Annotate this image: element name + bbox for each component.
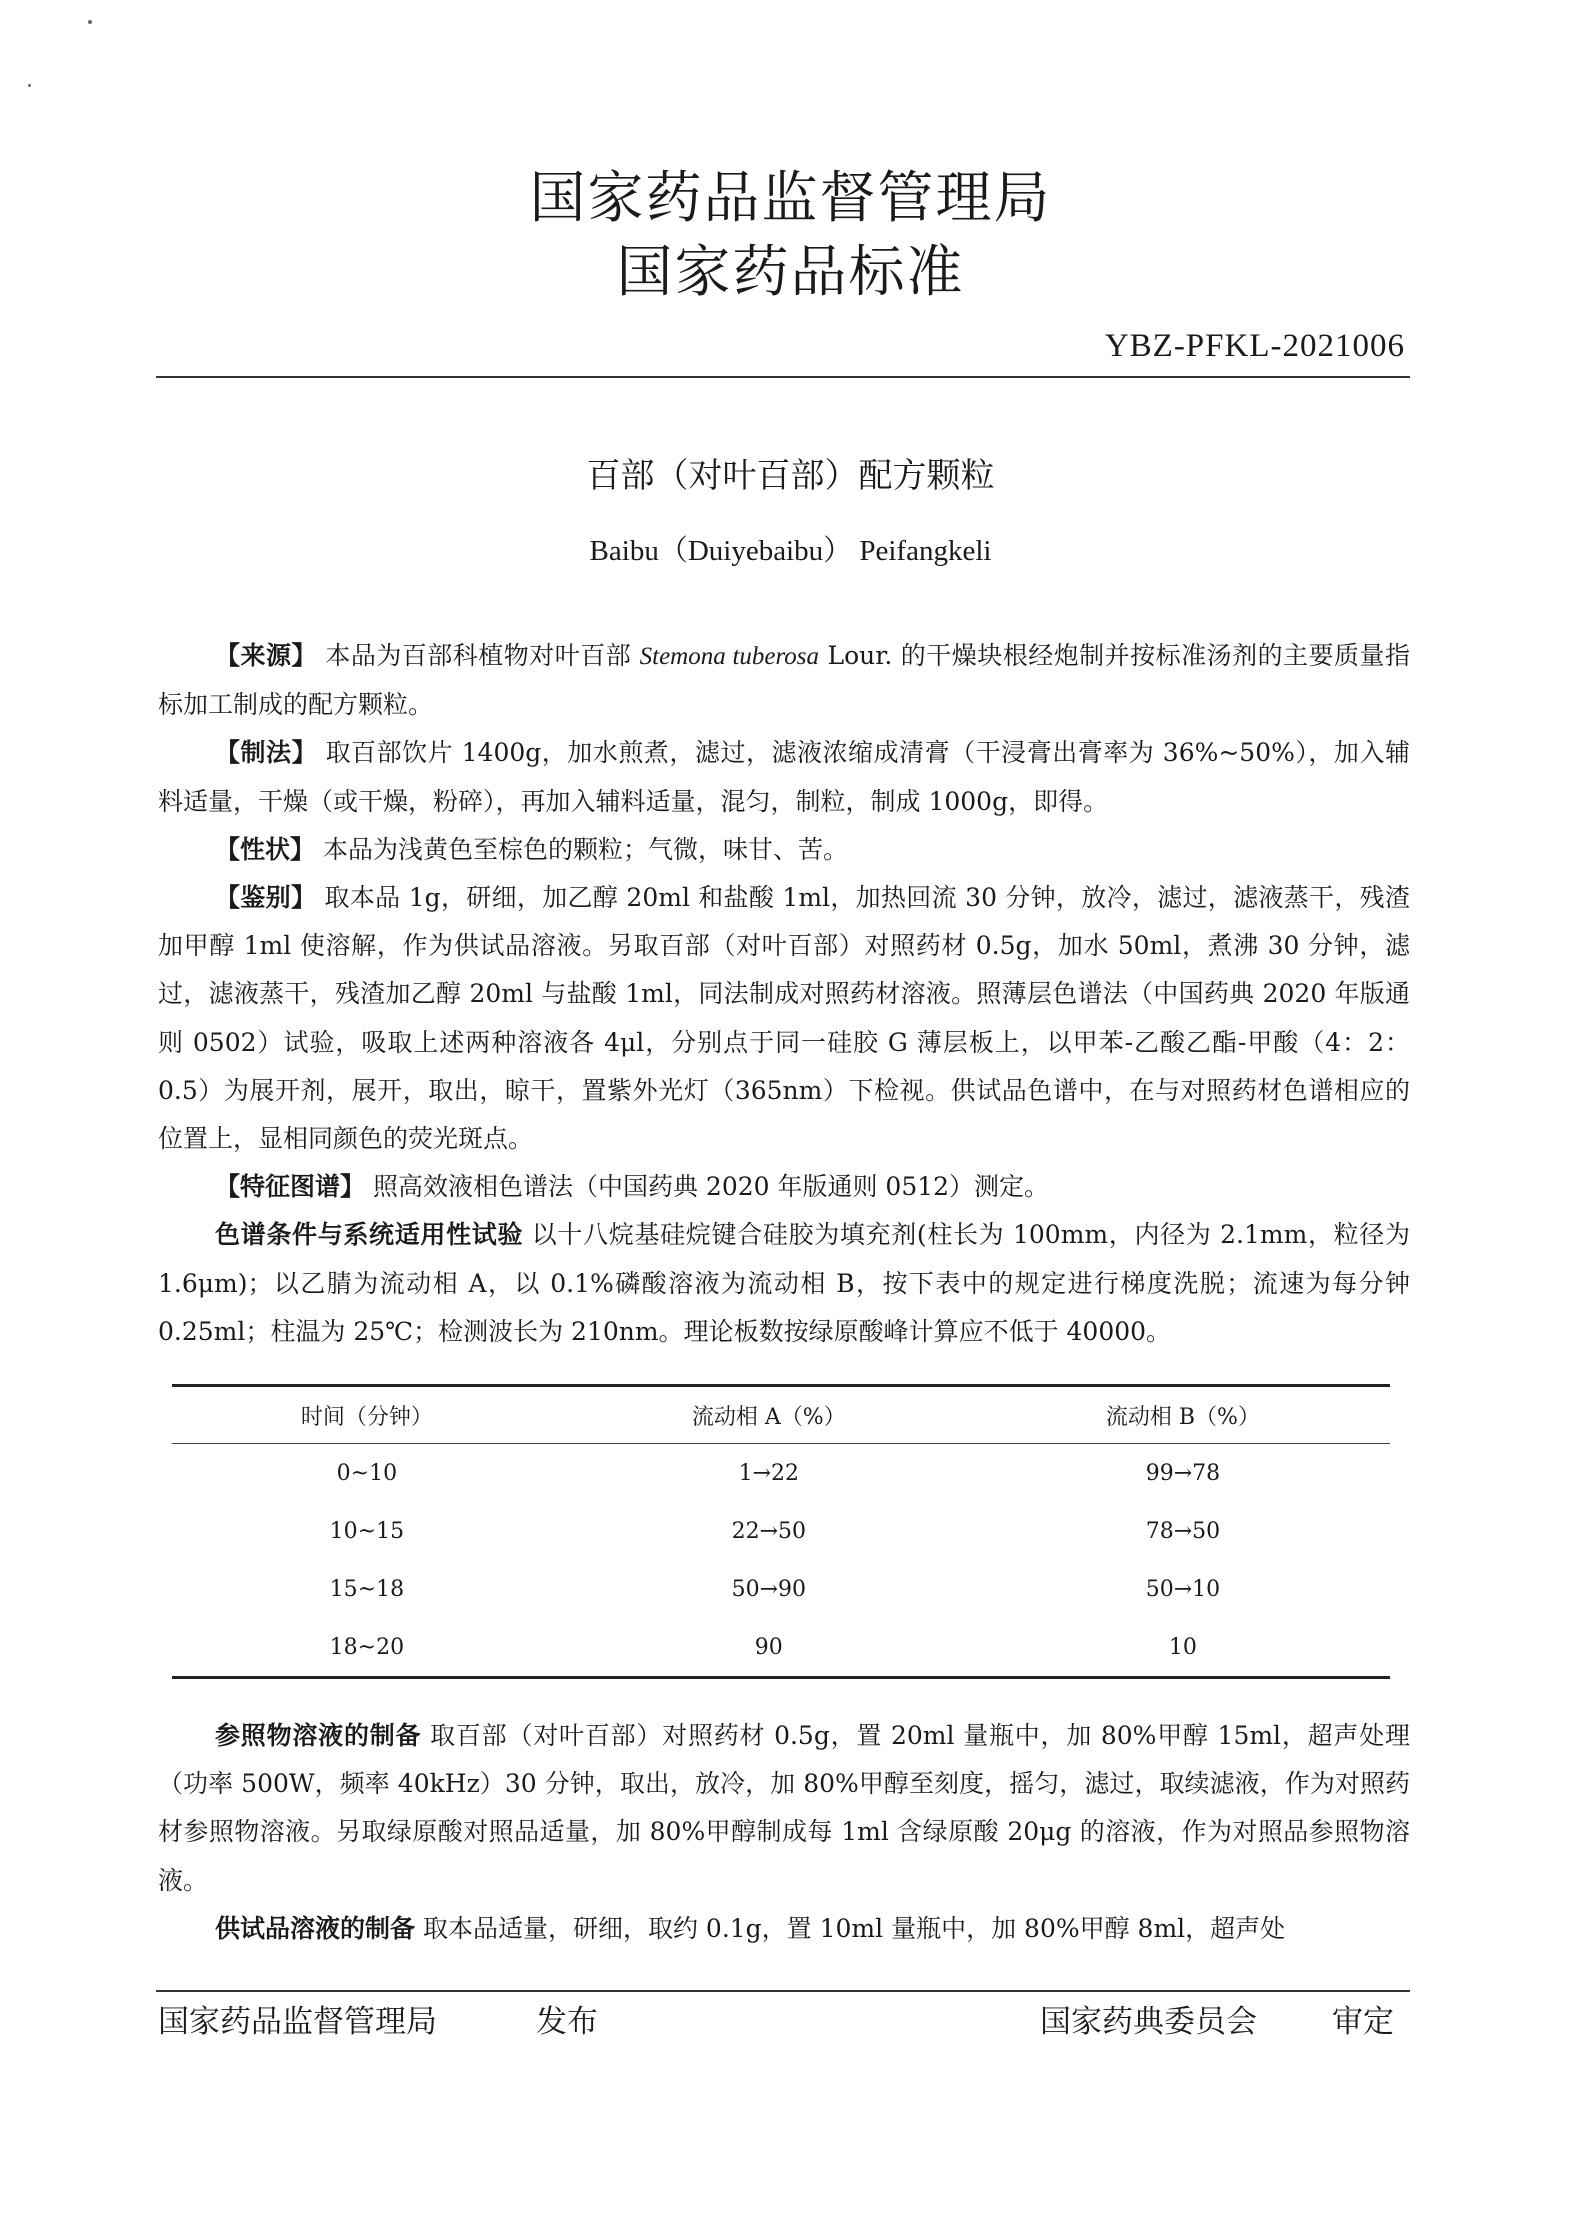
scan-mark — [88, 20, 92, 24]
table-cell: 99→78 — [1145, 1460, 1221, 1486]
table-row — [172, 1560, 1390, 1618]
issuer-title: 国家药品监督管理局 — [529, 166, 1052, 231]
table-header-cell: 流动相 A（%） — [562, 1386, 976, 1444]
table-cell: 1→22 — [738, 1460, 800, 1486]
section-fingerprint: 【特征图谱】 照高效液相色谱法（中国药典 2020 年版通则 0512）测定。 — [215, 1172, 1050, 1202]
table-header-cell: 流动相 B（%） — [976, 1386, 1390, 1444]
section-character: 【性状】 本品为浅黄色至棕色的颗粒；气微，味甘、苦。 — [215, 834, 848, 864]
footer-reviewer: 国家药典委员会 — [1040, 2004, 1257, 2040]
table-cell: 10~15 — [329, 1518, 405, 1544]
table-row — [172, 1502, 1390, 1560]
section-source: 【来源】 本品为百部科植物对叶百部 Stemona tuberosa Lour. 的干燥块根经炮制并按标准汤剂的主要质量指标加工制成的配方颗粒。 — [158, 641, 1410, 720]
section-label: 色谱条件与系统适用性试验 — [215, 1220, 524, 1250]
footer-publish-label: 发布 — [536, 2004, 598, 2040]
table-cell: 90 — [562, 1618, 976, 1678]
section-label: 【性状】 — [215, 834, 316, 864]
section-identification: 【鉴别】 取本品 1g，研细，加乙醇 20ml 和盐酸 1ml，加热回流 30 分钟，放冷，滤过，滤液蒸干，残渣加甲醇 1ml 使溶解，作为供试品溶液。另取百部（对叶百部）对照药材 0.5g，加水 50ml，煮沸 30 分钟，滤过，滤液蒸干，残渣加乙醇 20ml 与盐酸 1ml，同法制成对照药材溶液。照薄层色谱法（中国药典 2020 年版通则 0502）试验，吸取上述两种溶液各 4μl，分别点于同一硅胶 G 薄层板上，以甲苯-乙酸乙酯-甲酸（4：2：0.5）为展开剂，展开，取出，晾干，置紫外光灯（365nm）下检视。供试品色谱中，在与对照药材色谱相应的位置上，显相同颜色的荧光斑点。 — [158, 883, 1410, 1154]
table-header-cell: 时间（分钟） — [172, 1386, 562, 1444]
table-header-row — [172, 1386, 1390, 1444]
footer-rule — [156, 1990, 1410, 1992]
section-label: 【制法】 — [215, 738, 318, 768]
section-reference-solution: 参照物溶液的制备 取百部（对叶百部）对照药材 0.5g，置 20ml 量瓶中，加 80%甲醇 15ml，超声处理（功率 500W，频率 40kHz）30 分钟，取出，放冷，加 80%甲醇至刻度，摇匀，滤过，取续滤液，作为对照药材参照物溶液。另取绿原酸对照品适量，加 80%甲醇制成每 1ml 含绿原酸 20μg 的溶液，作为对照品参照物溶液。 — [158, 1721, 1411, 1895]
table-cell: 50→90 — [731, 1576, 807, 1602]
section-conditions: 色谱条件与系统适用性试验 以十八烷基硅烷键合硅胶为填充剂(柱长为 100mm，内径为 2.1mm，粒径为 1.6μm)；以乙腈为流动相 A，以 0.1%磷酸溶液为流动相 B，按下表中的规定进行梯度洗脱；流速为每分钟 0.25ml；柱温为 25℃；检测波长为 210nm。理论板数按绿原酸峰计算应不低于 40000。 — [158, 1220, 1410, 1346]
gradient-table — [172, 1384, 1390, 1679]
section-label: 参照物溶液的制备 — [215, 1721, 422, 1750]
table-cell: 18~20 — [172, 1618, 562, 1678]
section-label: 【鉴别】 — [215, 883, 317, 913]
section-method: 【制法】 取百部饮片 1400g，加水煎煮，滤过，滤液浓缩成清膏（干浸膏出膏率为 36%~50%），加入辅料适量，干燥（或干燥，粉碎），再加入辅料适量，混匀，制粒，制成 1000g，即得。 — [158, 738, 1410, 816]
standard-title: 国家药品标准 — [616, 240, 965, 305]
monograph-body-continued — [158, 1712, 1410, 1953]
monograph-body — [158, 632, 1410, 1356]
section-label: 供试品溶液的制备 — [215, 1913, 416, 1943]
table-cell: 0~10 — [336, 1460, 398, 1486]
document-code: YBZ-PFKL-2021006 — [1104, 328, 1405, 364]
section-label: 【特征图谱】 — [215, 1172, 366, 1202]
table-cell: 10 — [976, 1618, 1390, 1678]
table-cell: 50→10 — [1145, 1576, 1221, 1602]
latin-name: Stemona tuberosa — [639, 643, 820, 670]
table-cell: 22→50 — [731, 1518, 807, 1544]
product-title: 百部（对叶百部）配方颗粒 — [586, 456, 995, 496]
section-label: 【来源】 — [215, 641, 317, 670]
table-cell: 15~18 — [329, 1576, 405, 1602]
product-pinyin: Baibu（Duiyebaibu） Peifangkeli — [589, 535, 992, 567]
footer-review-label: 审定 — [1332, 2004, 1394, 2040]
scan-mark — [28, 84, 31, 87]
section-test-solution: 供试品溶液的制备 取本品适量，研细，取约 0.1g，置 10ml 量瓶中，加 80%甲醇 8ml，超声处 — [215, 1913, 1286, 1943]
table-cell: 78→50 — [1145, 1518, 1221, 1544]
table-row — [172, 1618, 1390, 1678]
header-rule — [156, 376, 1410, 378]
table-row — [172, 1444, 1390, 1503]
footer-publisher: 国家药品监督管理局 — [158, 2004, 437, 2040]
